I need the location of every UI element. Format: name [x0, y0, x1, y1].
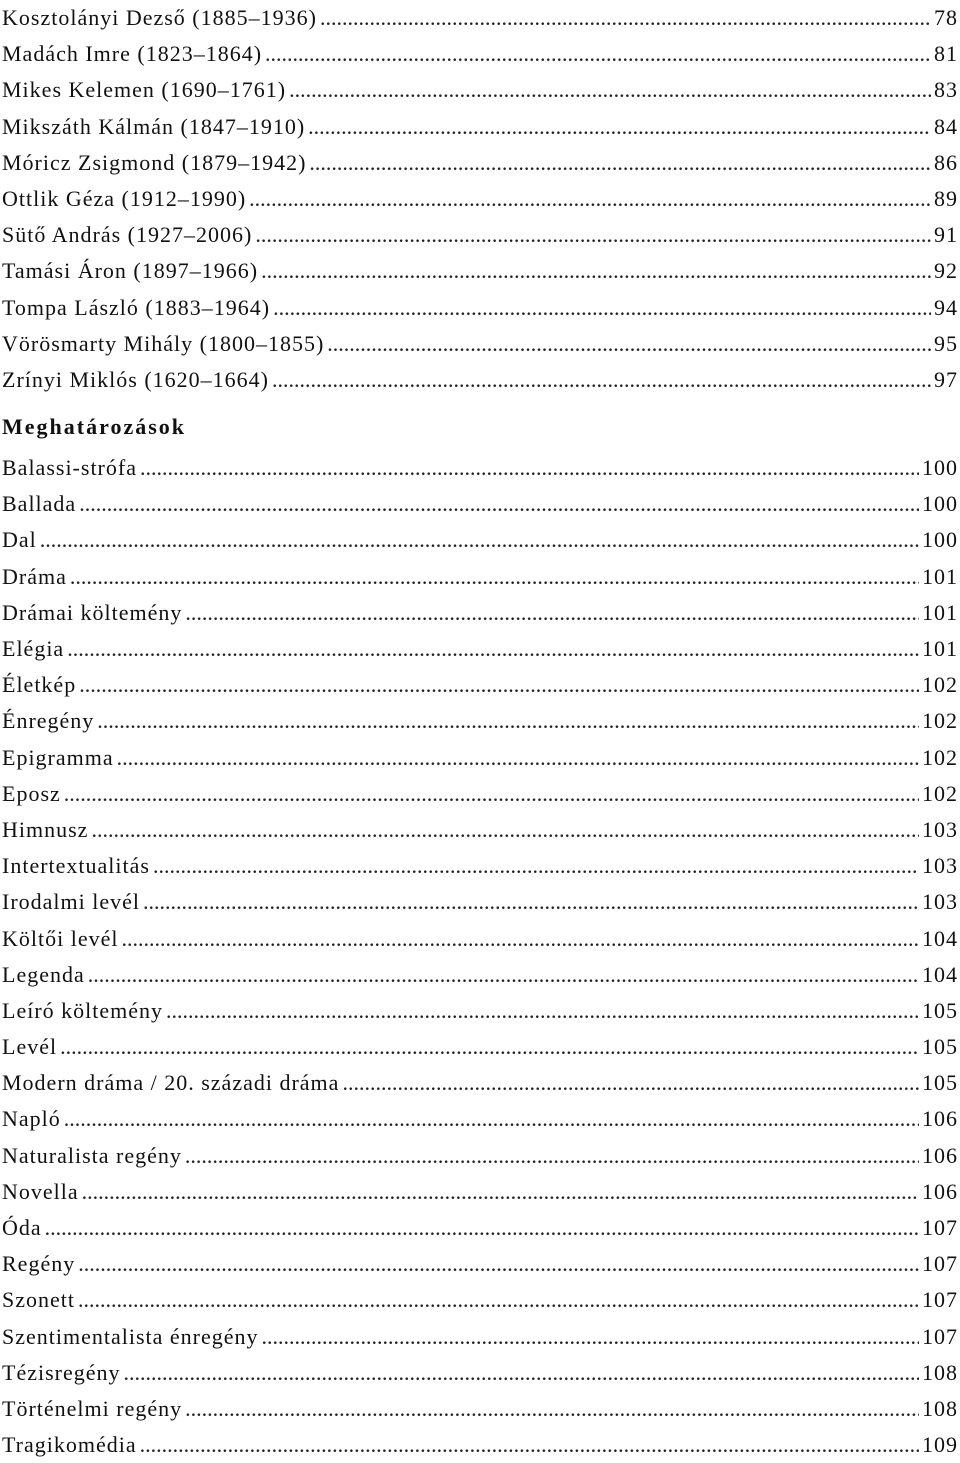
toc-entry-label: Sütő András (1927–2006): [2, 222, 253, 248]
toc-entry-label: Elégia: [2, 636, 65, 661]
dot-leader: [255, 217, 931, 253]
toc-entry-label: Regény: [2, 1251, 76, 1277]
toc-entry[interactable]: [2, 740, 958, 776]
toc-entry[interactable]: [2, 1319, 958, 1355]
dot-leader: [153, 848, 919, 884]
toc-entry[interactable]: [2, 326, 958, 362]
dot-leader: [272, 362, 931, 398]
toc-entry[interactable]: [2, 993, 958, 1029]
toc-entry[interactable]: [2, 1174, 958, 1210]
dot-leader: [60, 1029, 919, 1065]
dot-leader: [185, 1391, 919, 1427]
toc-entry-label: Dráma: [2, 563, 67, 589]
dot-leader: [82, 1174, 919, 1210]
toc-entry[interactable]: [2, 1029, 958, 1065]
definitions-list: [2, 450, 958, 1463]
toc-entry[interactable]: [2, 0, 958, 36]
dot-leader: [140, 1427, 919, 1463]
toc-entry-page-number: 108: [922, 1359, 958, 1385]
toc-entry-page-number: 109: [922, 1432, 958, 1458]
toc-entry-page-number: 107: [922, 1287, 958, 1313]
toc-entry[interactable]: [2, 812, 958, 848]
toc-entry-page-number: 106: [922, 1178, 958, 1204]
toc-entry-label: Modern dráma / 20. századi dráma: [2, 1070, 340, 1096]
toc-entry-page-number: 103: [922, 889, 958, 915]
dot-leader: [79, 667, 919, 703]
dot-leader: [45, 1210, 919, 1246]
toc-entry-label: Zrínyi Miklós (1620–1664): [2, 366, 269, 392]
toc-entry[interactable]: [2, 145, 958, 181]
dot-leader: [166, 993, 919, 1029]
toc-entry-page-number: 108: [922, 1395, 958, 1421]
toc-entry-page-number: 84: [934, 113, 958, 139]
dot-leader: [327, 326, 931, 362]
toc-entry[interactable]: [2, 776, 958, 812]
toc-entry[interactable]: [2, 1427, 958, 1463]
toc-entry-page-number: 107: [922, 1323, 958, 1349]
dot-leader: [40, 522, 919, 558]
dot-leader: [309, 145, 931, 181]
toc-entry-page-number: 101: [922, 636, 958, 661]
toc-entry-label: Móricz Zsigmond (1879–1942): [2, 149, 307, 175]
dot-leader: [265, 36, 931, 72]
toc-entry[interactable]: [2, 36, 958, 72]
toc-entry-label: Napló: [2, 1106, 61, 1132]
toc-entry-page-number: 105: [922, 1034, 958, 1060]
toc-entry-label: Levél: [2, 1034, 58, 1060]
toc-entry-page-number: 107: [922, 1251, 958, 1277]
toc-entry-label: Himnusz: [2, 816, 89, 842]
toc-entry-page-number: 106: [922, 1142, 958, 1168]
toc-entry[interactable]: [2, 631, 958, 667]
toc-entry-label: Szonett: [2, 1287, 75, 1313]
toc-entry[interactable]: [2, 1246, 958, 1282]
toc-entry-label: Madách Imre (1823–1864): [2, 41, 263, 67]
toc-entry[interactable]: [2, 595, 958, 631]
toc-entry-label: Kosztolányi Dezső (1885–1936): [2, 5, 317, 30]
dot-leader: [261, 253, 931, 289]
toc-entry-label: Drámai költemény: [2, 599, 183, 625]
toc-entry-label: Eposz: [2, 780, 61, 806]
dot-leader: [117, 740, 919, 776]
dot-leader: [308, 109, 931, 145]
toc-entry[interactable]: [2, 181, 958, 217]
dot-leader: [79, 486, 919, 522]
table-of-contents: [2, 0, 958, 1463]
toc-entry-label: Ottlik Géza (1912–1990): [2, 185, 247, 211]
dot-leader: [185, 595, 919, 631]
toc-entry[interactable]: [2, 450, 958, 486]
toc-entry-page-number: 83: [934, 77, 958, 103]
toc-entry[interactable]: [2, 362, 958, 398]
toc-entry[interactable]: [2, 1210, 958, 1246]
toc-entry-label: Intertextualitás: [2, 853, 150, 879]
toc-entry-page-number: 100: [922, 491, 958, 517]
toc-entry[interactable]: [2, 703, 958, 739]
dot-leader: [273, 290, 931, 326]
toc-entry[interactable]: [2, 1101, 958, 1137]
toc-entry-label: Novella: [2, 1178, 79, 1204]
toc-entry[interactable]: [2, 559, 958, 595]
dot-leader: [124, 1355, 920, 1391]
toc-entry-page-number: 103: [922, 853, 958, 879]
dot-leader: [185, 1138, 919, 1174]
toc-entry-page-number: 106: [922, 1106, 958, 1132]
toc-entry-label: Költői levél: [2, 925, 119, 951]
toc-entry-label: Énregény: [2, 708, 95, 734]
toc-entry[interactable]: [2, 1391, 958, 1427]
toc-entry-page-number: 102: [922, 744, 958, 770]
toc-entry[interactable]: [2, 290, 958, 326]
dot-leader: [140, 450, 919, 486]
dot-leader: [67, 631, 919, 667]
dot-leader: [289, 72, 931, 108]
toc-entry-label: Epigramma: [2, 744, 114, 770]
dot-leader: [320, 0, 931, 36]
toc-entry-label: Életkép: [2, 672, 77, 698]
toc-entry-label: Leíró költemény: [2, 997, 164, 1023]
section-heading-definitions: Meghatározások: [2, 414, 187, 440]
toc-entry-page-number: 100: [922, 527, 958, 553]
toc-entry[interactable]: [2, 1065, 958, 1101]
toc-entry-page-number: 105: [922, 997, 958, 1023]
toc-entry-page-number: 101: [922, 563, 958, 589]
toc-entry-page-number: 102: [922, 708, 958, 734]
toc-entry-label: Balassi-strófa: [2, 455, 137, 481]
toc-entry-label: Naturalista regény: [2, 1142, 182, 1168]
toc-entry-page-number: 91: [934, 222, 958, 248]
toc-entry-page-number: 86: [934, 149, 958, 175]
toc-entry-label: Ballada: [2, 491, 77, 517]
toc-entry[interactable]: [2, 253, 958, 289]
dot-leader: [262, 1319, 919, 1355]
toc-entry-label: Irodalmi levél: [2, 889, 141, 915]
dot-leader: [88, 957, 919, 993]
dot-leader: [342, 1065, 919, 1101]
toc-entry-label: Vörösmarty Mihály (1800–1855): [2, 330, 325, 356]
toc-entry-page-number: 89: [934, 185, 958, 211]
toc-entry[interactable]: [2, 72, 958, 108]
toc-entry-page-number: 92: [934, 258, 958, 284]
dot-leader: [70, 559, 919, 595]
toc-entry[interactable]: [2, 848, 958, 884]
dot-leader: [121, 921, 919, 957]
toc-entry[interactable]: [2, 1355, 958, 1391]
toc-entry[interactable]: [2, 921, 958, 957]
dot-leader: [64, 776, 919, 812]
dot-leader: [78, 1282, 919, 1318]
toc-entry[interactable]: [2, 486, 958, 522]
toc-entry-page-number: 101: [922, 599, 958, 625]
toc-entry[interactable]: [2, 217, 958, 253]
dot-leader: [249, 181, 931, 217]
toc-entry-page-number: 102: [922, 672, 958, 698]
toc-entry-label: Szentimentalista énregény: [2, 1323, 259, 1349]
toc-entry[interactable]: [2, 1282, 958, 1318]
toc-entry-label: Tézisregény: [2, 1359, 121, 1385]
toc-entry-page-number: 78: [934, 5, 958, 30]
dot-leader: [97, 703, 919, 739]
toc-entry-page-number: 95: [934, 330, 958, 356]
toc-entry[interactable]: [2, 109, 958, 145]
toc-entry-page-number: 81: [934, 41, 958, 67]
toc-entry-page-number: 100: [922, 455, 958, 481]
toc-entry-page-number: 104: [922, 925, 958, 951]
toc-entry[interactable]: [2, 884, 958, 920]
toc-entry-page-number: 107: [922, 1215, 958, 1240]
authors-list: [2, 0, 958, 398]
toc-entry[interactable]: [2, 667, 958, 703]
toc-entry-page-number: 94: [934, 294, 958, 320]
toc-entry-label: Legenda: [2, 961, 85, 987]
toc-entry-label: Tompa László (1883–1964): [2, 294, 271, 320]
toc-entry-label: Tragikomédia: [2, 1432, 137, 1458]
toc-entry-page-number: 105: [922, 1070, 958, 1096]
toc-entry-label: Történelmi regény: [2, 1395, 183, 1421]
toc-entry[interactable]: [2, 522, 958, 558]
toc-entry-label: Óda: [2, 1215, 42, 1240]
toc-entry-label: Dal: [2, 527, 37, 553]
toc-entry[interactable]: [2, 957, 958, 993]
toc-entry-label: Mikes Kelemen (1690–1761): [2, 77, 287, 103]
toc-entry-page-number: 102: [922, 780, 958, 806]
dot-leader: [143, 884, 919, 920]
toc-entry-page-number: 103: [922, 816, 958, 842]
toc-entry-label: Tamási Áron (1897–1966): [2, 258, 259, 284]
dot-leader: [91, 812, 919, 848]
toc-entry-page-number: 104: [922, 961, 958, 987]
dot-leader: [78, 1246, 919, 1282]
toc-entry-page-number: 97: [934, 366, 958, 392]
toc-entry-label: Mikszáth Kálmán (1847–1910): [2, 113, 306, 139]
toc-entry[interactable]: [2, 1138, 958, 1174]
dot-leader: [64, 1101, 919, 1137]
